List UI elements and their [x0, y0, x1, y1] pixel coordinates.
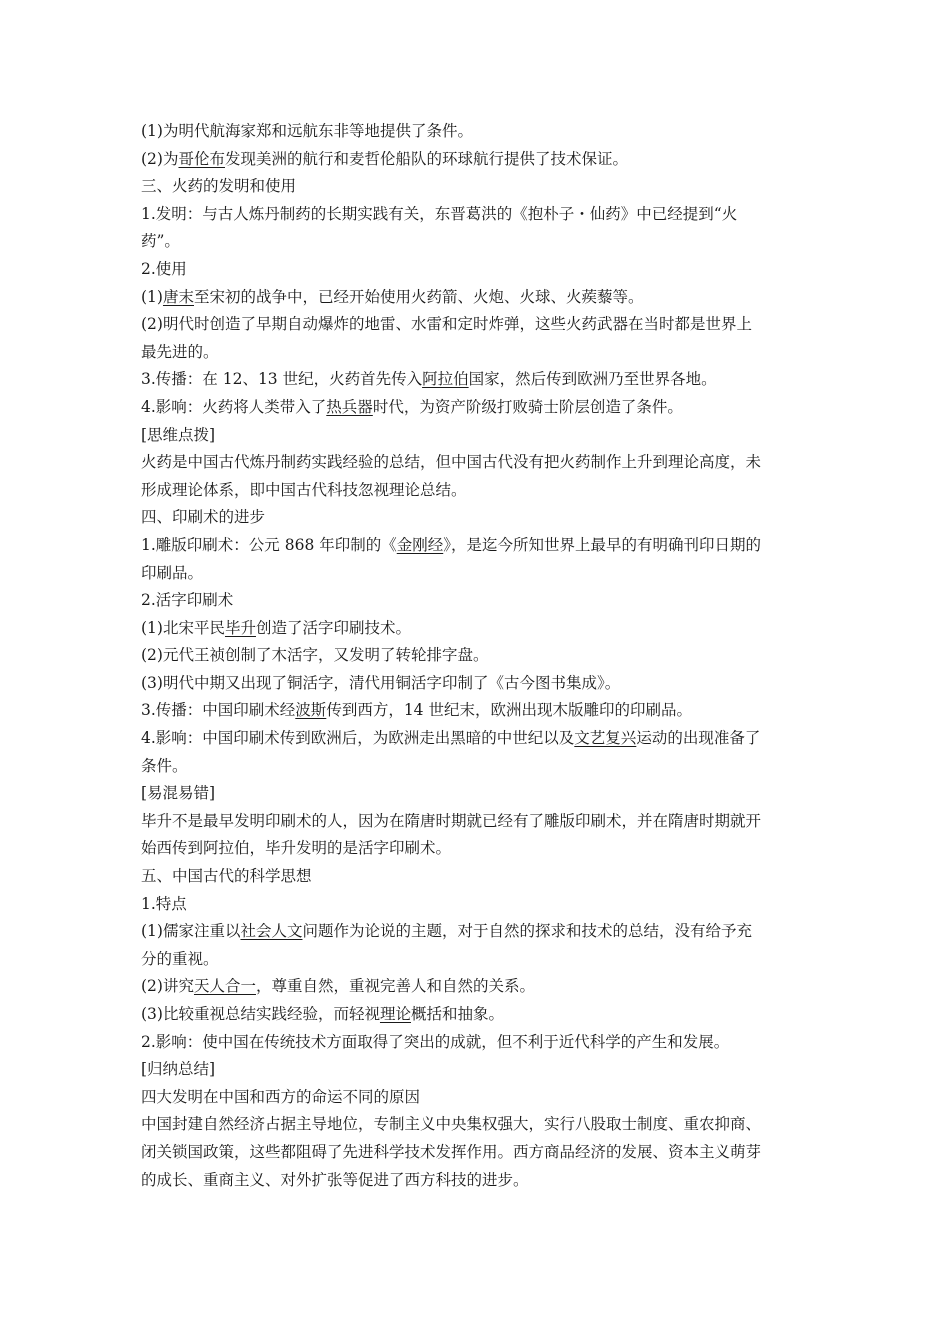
text-line	[141, 1001, 813, 1029]
text-segment: [思维点拨]	[141, 425, 216, 444]
underlined-term: 金刚经	[396, 535, 444, 554]
underlined-term: 社会人文	[240, 922, 303, 941]
text-segment: 4.影响：火药将人类带入了	[141, 397, 327, 416]
text-segment: (1)儒家注重以	[141, 922, 241, 941]
text-segment: (1)北宋平民	[141, 618, 225, 637]
text-line	[141, 311, 813, 339]
text-line	[141, 753, 813, 781]
text-line	[141, 228, 813, 256]
text-segment: 3.传播：中国印刷术经	[141, 701, 296, 720]
text-segment: 三、火药的发明和使用	[141, 177, 297, 196]
text-segment: 火药是中国古代炼丹制药实践经验的总结，但中国古代没有把火药制作上升到理论高度，未	[141, 453, 762, 472]
text-line	[141, 946, 813, 974]
underlined-term: 哥伦布	[178, 149, 225, 168]
text-line	[141, 642, 813, 670]
text-line	[141, 1029, 813, 1057]
text-segment: (3)明代中期又出现了铜活字，清代用铜活字印制了《古今图书集成》。	[141, 673, 621, 692]
text-line	[141, 504, 813, 532]
text-segment: 中国封建自然经济占据主导地位，专制主义中央集权强大，实行八股取士制度、重农抑商、	[141, 1115, 762, 1134]
text-segment: ，尊重自然，重视完善人和自然的关系。	[255, 977, 535, 996]
text-segment: 分的重视。	[141, 949, 219, 968]
text-segment: [归纳总结]	[141, 1060, 216, 1079]
text-segment: 形成理论体系，即中国古代科技忽视理论总结。	[141, 480, 467, 499]
text-line	[141, 1084, 813, 1112]
text-line	[141, 697, 813, 725]
text-line	[141, 780, 813, 808]
text-line	[141, 477, 813, 505]
underlined-term: 毕升	[224, 618, 256, 637]
text-segment: (1)为明代航海家郑和远航东非等地提供了条件。	[141, 122, 473, 140]
text-segment: 四大发明在中国和西方的命运不同的原因	[141, 1087, 421, 1106]
text-segment: 》，是迄今所知世界上最早的有明确刊印日期的	[443, 535, 762, 554]
text-line	[141, 808, 813, 836]
text-segment: 五、中国古代的科学思想	[141, 867, 312, 886]
text-line	[141, 394, 813, 422]
text-line	[141, 835, 813, 863]
text-segment: 2.使用	[141, 259, 187, 278]
text-segment: 条件。	[141, 756, 188, 775]
text-segment: 3.传播：在 12、13 世纪，火药首先传入	[141, 370, 423, 389]
underlined-term: 唐末	[162, 287, 194, 306]
text-line	[141, 1167, 813, 1195]
text-line	[141, 256, 813, 284]
text-line	[141, 863, 813, 891]
text-segment: 最先进的。	[141, 342, 219, 361]
text-line	[141, 201, 813, 229]
text-segment: 1.特点	[141, 894, 187, 913]
text-segment: 四、印刷术的进步	[141, 508, 266, 527]
document-page	[141, 118, 813, 1194]
text-segment: 闭关锁国政策，这些都阻碍了先进科学技术发挥作用。西方商品经济的发展、资本主义萌芽	[141, 1142, 762, 1161]
text-segment: 毕升不是最早发明印刷术的人，因为在隋唐时期就已经有了雕版印刷术，并在隋唐时期就开	[141, 811, 762, 830]
text-segment: 至宋初的战争中，已经开始使用火药箭、火炮、火球、火蒺藜等。	[193, 287, 644, 306]
text-segment: 创造了活字印刷技术。	[255, 618, 411, 637]
text-line	[141, 725, 813, 753]
text-segment: 印刷品。	[141, 563, 204, 582]
text-line	[141, 449, 813, 477]
text-segment: (2)讲究	[141, 977, 194, 996]
text-segment: 药”。	[141, 232, 180, 251]
text-line	[141, 366, 813, 394]
text-line	[141, 560, 813, 588]
text-segment: (2)元代王祯创制了木活字，又发明了转轮排字盘。	[141, 646, 489, 665]
text-segment: 1.雕版印刷术：公元 868 年印制的《	[141, 535, 397, 554]
text-segment: [易混易错]	[141, 784, 216, 803]
text-segment: 2.影响：使中国在传统技术方面取得了突出的成就，但不利于近代科学的产生和发展。	[141, 1032, 730, 1051]
text-segment: 1.发明：与古人炼丹制药的长期实践有关，东晋葛洪的《抱朴子・仙药》中已经提到“火	[141, 204, 738, 223]
underlined-term: 热兵器	[326, 397, 373, 416]
underlined-term: 天人合一	[193, 977, 256, 996]
text-line	[141, 339, 813, 367]
underlined-term: 文艺复兴	[574, 729, 637, 748]
text-segment: 运动的出现准备了	[636, 729, 761, 748]
text-line	[141, 973, 813, 1001]
text-line	[141, 173, 813, 201]
text-line	[141, 670, 813, 698]
text-line	[141, 284, 813, 312]
underlined-term: 理论	[379, 1005, 411, 1023]
text-line	[141, 918, 813, 946]
text-segment: (2)明代时创造了早期自动爆炸的地雷、水雷和定时炸弹，这些火药武器在当时都是世界上	[141, 315, 752, 334]
text-line	[141, 118, 813, 146]
text-segment: 始西传到阿拉伯，毕升发明的是活字印刷术。	[141, 839, 452, 858]
text-line	[141, 1139, 813, 1167]
text-segment: (3)比较重视总结实践经验，而轻视	[141, 1005, 380, 1023]
text-segment: (2)为	[141, 149, 179, 168]
underlined-term: 阿拉伯	[422, 370, 469, 389]
text-line	[141, 1111, 813, 1139]
underlined-term: 波斯	[295, 701, 327, 720]
text-segment: 传到西方，14 世纪末，欧洲出现木版雕印的印刷品。	[326, 701, 692, 720]
text-segment: 国家，然后传到欧洲乃至世界各地。	[468, 370, 717, 389]
text-line	[141, 146, 813, 174]
text-segment: 4.影响：中国印刷术传到欧洲后，为欧洲走出黑暗的中世纪以及	[141, 729, 575, 748]
text-segment: 的成长、重商主义、对外扩张等促进了西方科技的进步。	[141, 1170, 529, 1189]
text-line	[141, 615, 813, 643]
text-segment: 2.活字印刷术	[141, 591, 234, 610]
text-line	[141, 587, 813, 615]
text-line	[141, 1056, 813, 1084]
text-segment: 问题作为论说的主题，对于自然的探求和技术的总结，没有给予充	[302, 922, 752, 941]
text-line	[141, 422, 813, 450]
text-segment: 发现美洲的航行和麦哲伦船队的环球航行提供了技术保证。	[224, 149, 628, 168]
text-segment: 时代，为资产阶级打败骑士阶层创造了条件。	[372, 397, 683, 416]
text-segment: (1)	[141, 287, 163, 306]
text-segment: 概括和抽象。	[410, 1005, 504, 1023]
text-line	[141, 891, 813, 919]
text-line	[141, 532, 813, 560]
